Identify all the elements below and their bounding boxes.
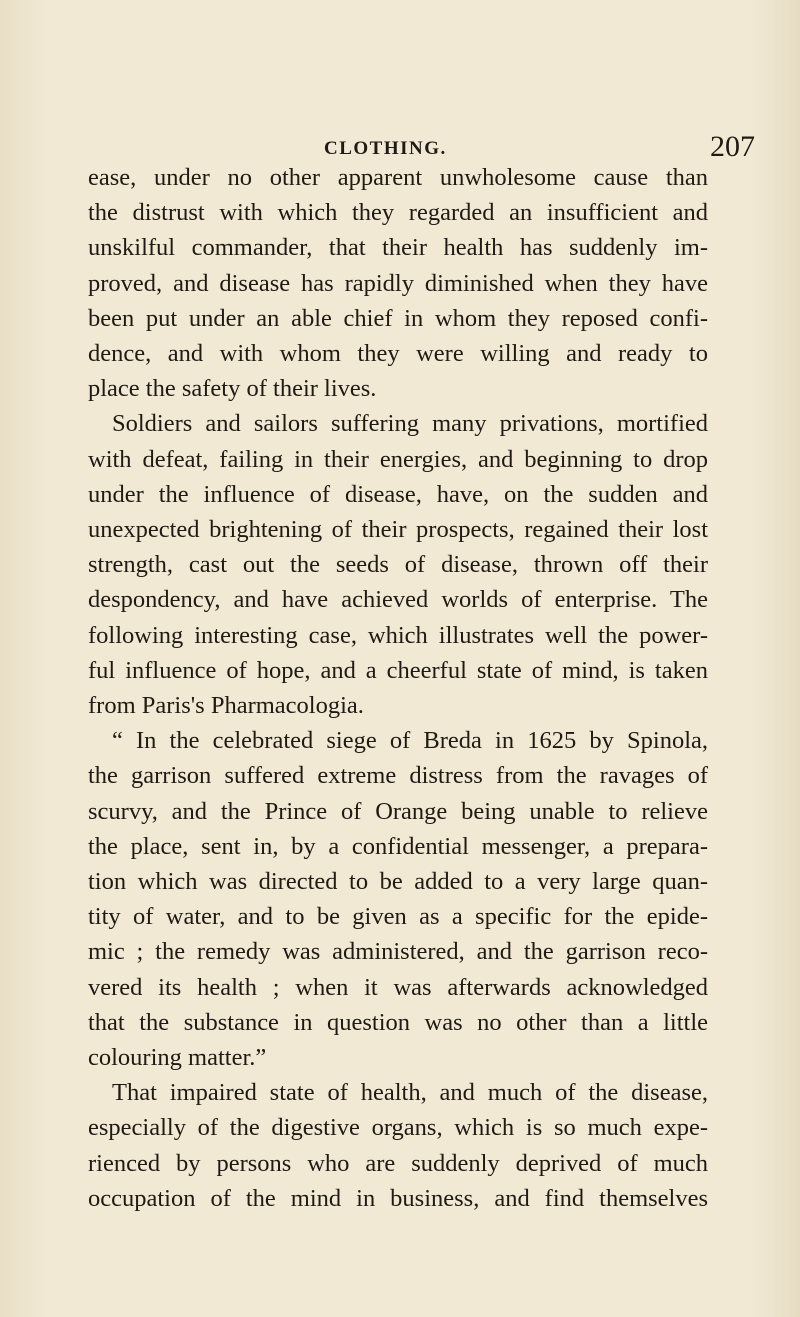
text-line: scurvy, and the Prince of Orange being unable to relieve [88, 797, 708, 825]
text-line: colouring matter.” [88, 1044, 267, 1072]
text-line: the place, sent in, by a confidential messenger, a prepara- [88, 832, 708, 860]
running-head: CLOTHING. [324, 138, 447, 159]
text-line: the garrison suffered extreme distress from the ravages of [88, 762, 708, 790]
text-line: occupation of the mind in business, and find themselves [88, 1184, 708, 1212]
text-line: tity of water, and to be given as a specific for the epide- [88, 903, 708, 931]
text-line: that the substance in question was no other than a little [88, 1008, 708, 1036]
text-line: unskilful commander, that their health has suddenly im- [88, 234, 708, 262]
text-line: mic ; the remedy was administered, and the garrison reco- [88, 938, 708, 966]
paragraph [88, 406, 708, 723]
text-line: “ In the celebrated siege of Breda in 1625 by Spinola, [112, 727, 708, 755]
text-line: Soldiers and sailors suffering many privations, mortified [112, 410, 708, 438]
text-line: proved, and disease has rapidly diminished when they have [88, 269, 708, 297]
text-line: ful influence of hope, and a cheerful state of mind, is taken [88, 656, 708, 684]
text-line: rienced by persons who are suddenly deprived of much [88, 1149, 708, 1177]
text-line: under the influence of disease, have, on the sudden and [88, 480, 708, 508]
text-line: following interesting case, which illustrates well the power- [88, 621, 708, 649]
page-number: 207 [710, 130, 755, 163]
text-line: dence, and with whom they were willing and ready to [88, 340, 708, 368]
text-line: tion which was directed to be added to a very large quan- [88, 868, 708, 896]
text-line: been put under an able chief in whom they reposed confi- [88, 304, 708, 332]
text-line: strength, cast out the seeds of disease, thrown off their [88, 551, 708, 579]
text-line: from Paris's Pharmacologia. [88, 692, 364, 720]
text-line: unexpected brightening of their prospects, regained their lost [88, 516, 708, 544]
text-line: That impaired state of health, and much of the disease, [112, 1079, 708, 1107]
paragraph [88, 160, 708, 406]
text-line: the distrust with which they regarded an insufficient and [88, 199, 708, 227]
paragraph [88, 1075, 708, 1216]
text-line: despondency, and have achieved worlds of enterprise. The [88, 586, 708, 614]
text-line: especially of the digestive organs, which is so much expe- [88, 1114, 708, 1142]
text-line: place the safety of their lives. [88, 375, 377, 403]
paragraph [88, 723, 708, 1075]
text-line: ease, under no other apparent unwholesome cause than [88, 164, 708, 191]
text-line: with defeat, failing in their energies, and beginning to drop [88, 445, 708, 473]
body-text [88, 160, 708, 1216]
text-line: vered its health ; when it was afterwards acknowledged [88, 973, 708, 1001]
